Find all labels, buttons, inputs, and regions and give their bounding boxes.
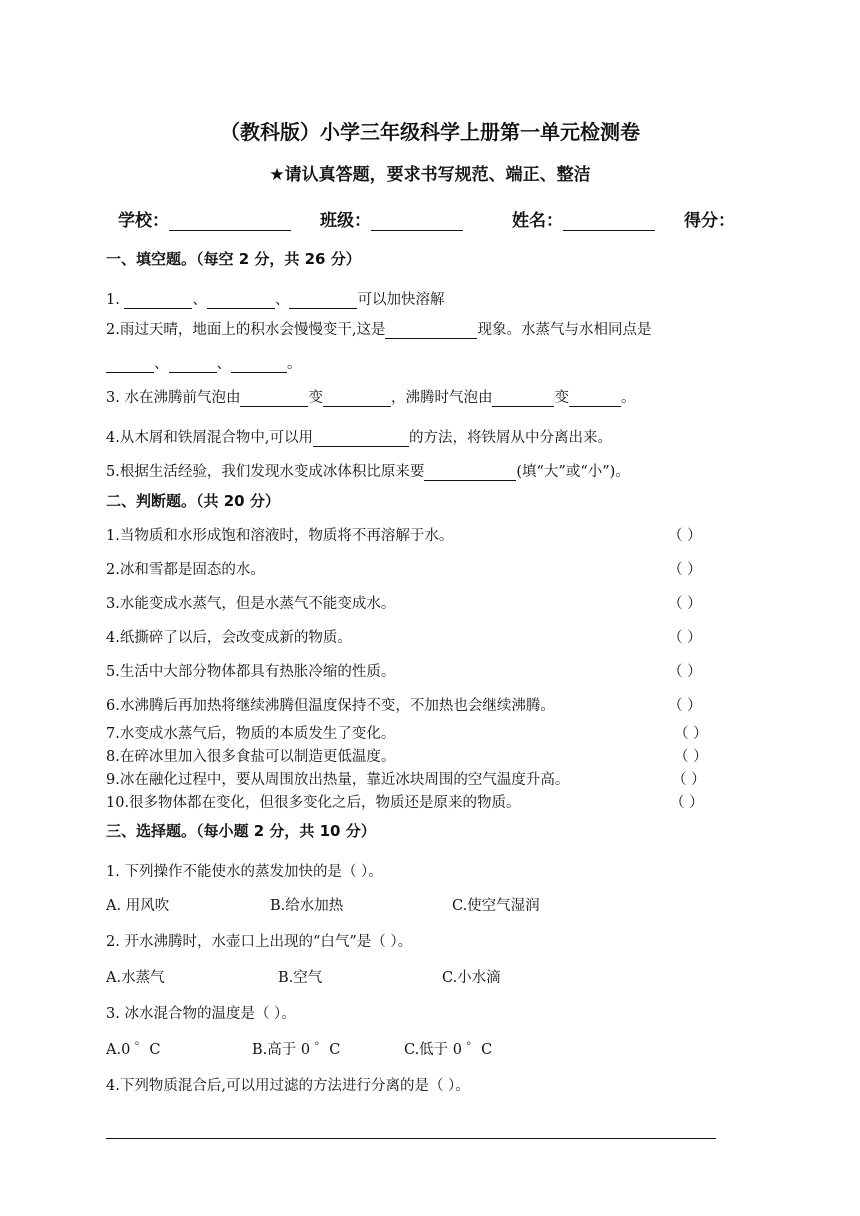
answer-blank[interactable] bbox=[313, 431, 409, 447]
choice-option-a[interactable]: A. 用风吹 bbox=[106, 898, 170, 914]
answer-blank[interactable] bbox=[240, 391, 308, 407]
answer-blank[interactable] bbox=[124, 293, 192, 309]
choice-option-b[interactable]: B.高于 0 ゜C bbox=[252, 1042, 341, 1058]
answer-blank[interactable] bbox=[569, 391, 621, 407]
choice-option-a[interactable]: A.水蒸气 bbox=[106, 970, 165, 986]
answer-blank[interactable] bbox=[385, 323, 477, 339]
school-field bbox=[118, 206, 291, 231]
answer-parentheses[interactable]: （ ） bbox=[668, 596, 702, 612]
school-blank[interactable] bbox=[169, 212, 291, 231]
judge-item-6: 6.水沸腾后再加热将继续沸腾但温度保持不变，不加热也会继续沸腾。 bbox=[106, 698, 555, 714]
judge-item-4: 4.纸撕碎了以后，会改变成新的物质。 bbox=[106, 630, 352, 646]
choice-option-c[interactable]: C.低于 0 ゜C bbox=[404, 1042, 493, 1058]
class-field bbox=[320, 206, 463, 231]
choice-option-a[interactable]: A.0 ゜C bbox=[106, 1042, 161, 1058]
fill-question-2: 2.雨过天晴，地面上的积水会慢慢变干,这是 现象。水蒸气与水相同点是 bbox=[106, 322, 652, 338]
choice-option-c[interactable]: C.使空气湿润 bbox=[452, 898, 540, 914]
name-label: 姓名： bbox=[512, 211, 563, 231]
choice-question-3: 3. 冰水混合物的温度是（ ）。 bbox=[106, 1006, 296, 1022]
answer-blank[interactable] bbox=[169, 357, 217, 373]
class-blank[interactable] bbox=[371, 212, 463, 231]
answer-blank[interactable] bbox=[207, 293, 275, 309]
judge-item-3: 3.水能变成水蒸气，但是水蒸气不能变成水。 bbox=[106, 596, 396, 612]
footer-divider bbox=[106, 1138, 716, 1139]
answer-parentheses[interactable]: （ ） bbox=[668, 698, 702, 714]
score-field bbox=[684, 206, 735, 231]
fill-question-1: 1. 、 、 可以加快溶解 bbox=[106, 292, 445, 308]
judge-item-9: 9.冰在融化过程中，要从周围放出热量，靠近冰块周围的空气温度升高。 bbox=[106, 772, 570, 788]
fill-question-5: 5.根据生活经验，我们发现水变成冰体积比原来要 (填“大”或“小”)。 bbox=[106, 464, 630, 480]
choice-option-b[interactable]: B.给水加热 bbox=[270, 898, 344, 914]
answer-blank[interactable] bbox=[289, 293, 357, 309]
score-label: 得分： bbox=[684, 211, 735, 231]
instructions: ★请认真答题，要求书写规范、端正、整洁 bbox=[269, 165, 591, 185]
judge-item-1: 1.当物质和水形成饱和溶液时，物质将不再溶解于水。 bbox=[106, 528, 454, 544]
page-title: （教科版）小学三年级科学上册第一单元检测卷 bbox=[220, 120, 640, 144]
answer-parentheses[interactable]: （ ） bbox=[668, 664, 702, 680]
answer-parentheses[interactable]: （ ） bbox=[672, 772, 706, 788]
judge-item-10: 10.很多物体都在变化，但很多变化之后，物质还是原来的物质。 bbox=[106, 795, 521, 811]
fill-question-2-cont: 、 、 。 bbox=[106, 352, 302, 373]
choice-option-b[interactable]: B.空气 bbox=[278, 970, 323, 986]
answer-parentheses[interactable]: （ ） bbox=[674, 726, 708, 742]
choice-question-4: 4.下列物质混合后,可以用过滤的方法进行分离的是（ ）。 bbox=[106, 1078, 470, 1094]
name-field bbox=[512, 206, 655, 231]
answer-blank[interactable] bbox=[492, 391, 554, 407]
section-fill-in-heading: 一、填空题。（每空 2 分，共 26 分） bbox=[106, 250, 361, 268]
fill-question-3: 3. 水在沸腾前气泡由 变 ，沸腾时气泡由 变 。 bbox=[106, 390, 636, 406]
choice-question-2: 2. 开水沸腾时，水壶口上出现的“白气”是（ ）。 bbox=[106, 934, 413, 950]
school-label: 学校： bbox=[118, 211, 169, 231]
answer-blank[interactable] bbox=[106, 357, 154, 373]
choice-option-c[interactable]: C.小水滴 bbox=[442, 970, 501, 986]
judge-item-2: 2.冰和雪都是固态的水。 bbox=[106, 562, 265, 578]
section-true-false-heading: 二、判断题。（共 20 分） bbox=[106, 492, 280, 510]
answer-parentheses[interactable]: （ ） bbox=[670, 795, 704, 811]
answer-blank[interactable] bbox=[231, 357, 287, 373]
judge-item-7: 7.水变成水蒸气后，物质的本质发生了变化。 bbox=[106, 726, 396, 742]
name-blank[interactable] bbox=[563, 212, 655, 231]
judge-item-8: 8.在碎冰里加入很多食盐可以制造更低温度。 bbox=[106, 749, 396, 765]
answer-parentheses[interactable]: （ ） bbox=[668, 630, 702, 646]
answer-blank[interactable] bbox=[424, 465, 516, 481]
answer-parentheses[interactable]: （ ） bbox=[674, 749, 708, 765]
answer-parentheses[interactable]: （ ） bbox=[668, 528, 702, 544]
choice-question-1: 1. 下列操作不能使水的蒸发加快的是（ ）。 bbox=[106, 864, 383, 880]
answer-blank[interactable] bbox=[323, 391, 391, 407]
answer-parentheses[interactable]: （ ） bbox=[668, 562, 702, 578]
fill-question-4: 4.从木屑和铁屑混合物中,可以用 的方法，将铁屑从中分离出来。 bbox=[106, 430, 612, 446]
section-choice-heading: 三、选择题。（每小题 2 分，共 10 分） bbox=[106, 822, 376, 840]
class-label: 班级： bbox=[320, 211, 371, 231]
judge-item-5: 5.生活中大部分物体都具有热胀冷缩的性质。 bbox=[106, 664, 396, 680]
